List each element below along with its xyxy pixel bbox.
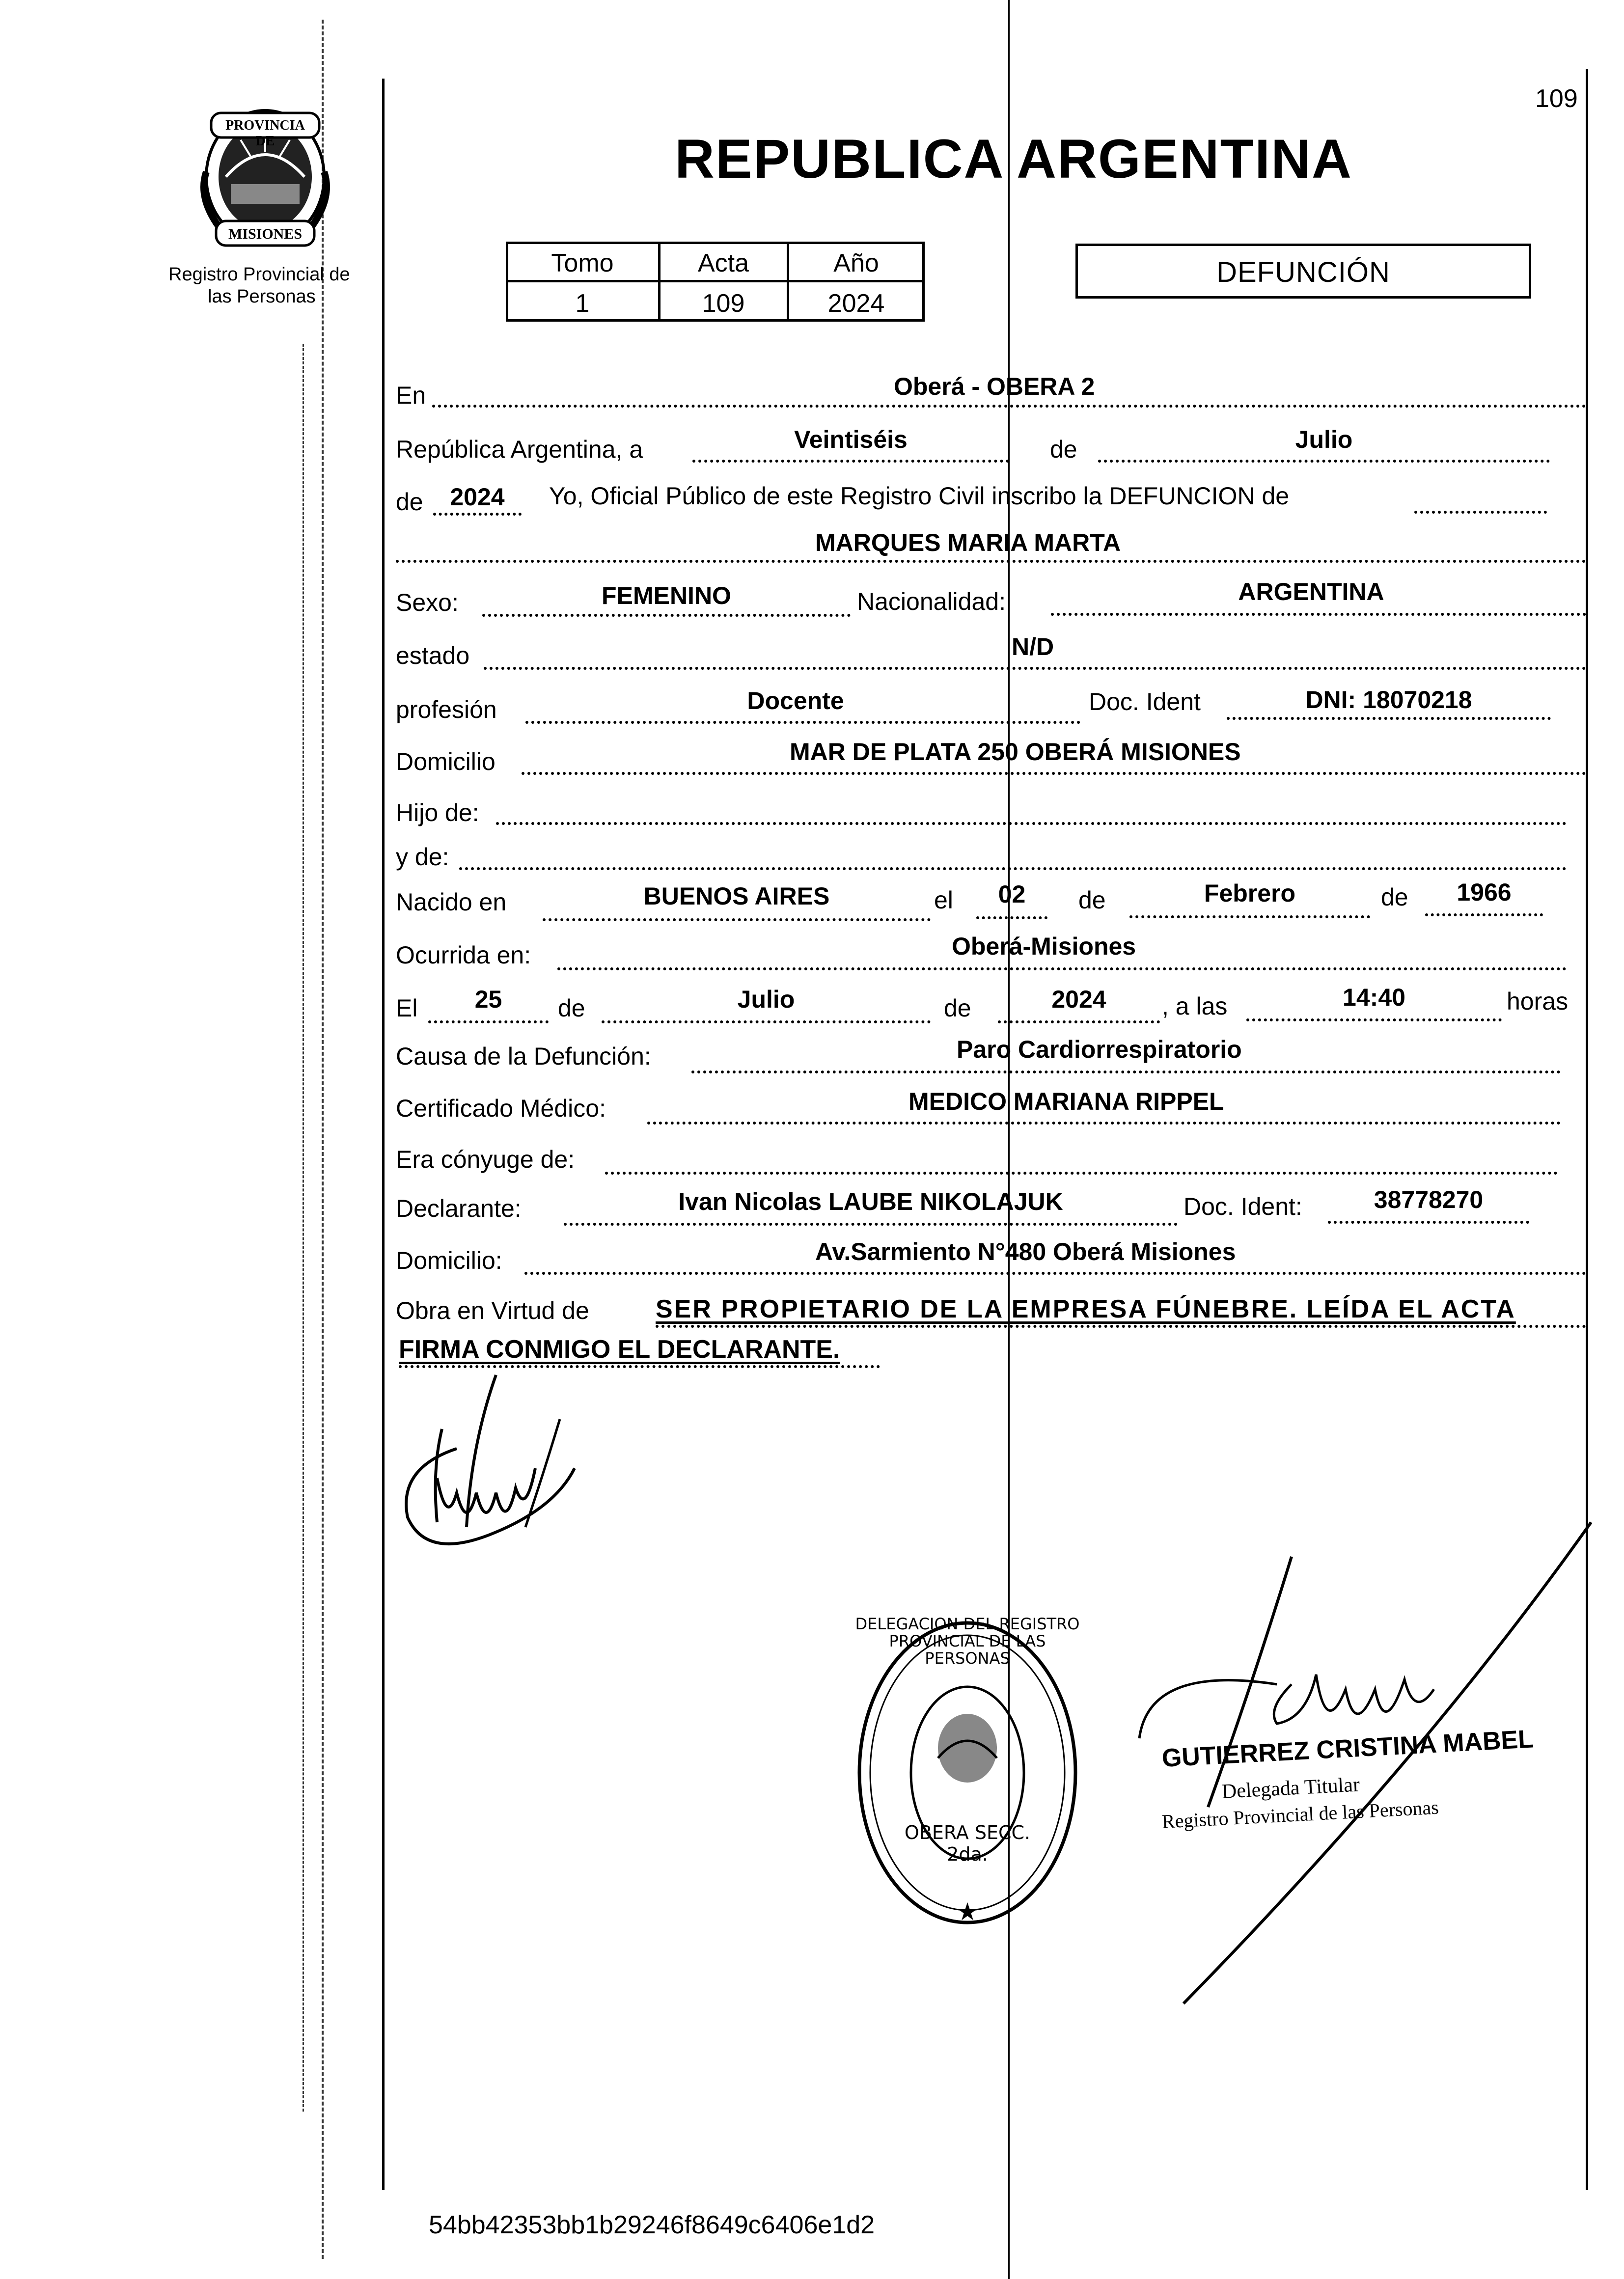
doc-ident-dots: [1227, 717, 1551, 720]
mes-inscripcion-value: Julio: [1295, 426, 1353, 453]
ocurrida-en-label: Ocurrida en:: [396, 941, 531, 969]
estado-dots: [484, 667, 1586, 670]
declarant-signature: [398, 1370, 604, 1576]
obra-line1-dots: [656, 1325, 1586, 1328]
ocurrida-en-value: Oberá-Misiones: [952, 933, 1136, 960]
conyuge-dots: [605, 1172, 1558, 1175]
declarante-doc-dots: [1328, 1221, 1529, 1224]
def-dia-value: 25: [474, 986, 502, 1013]
emblem-text-top: PROVINCIA DE: [225, 118, 305, 149]
yo-text: Yo, Oficial Público de este Registro Civil inscribo la DEFUNCION de: [549, 482, 1290, 510]
el-cap-label: El: [396, 994, 418, 1022]
anio-header: Año: [833, 249, 879, 277]
obra-line2-dots: [399, 1365, 880, 1368]
def-anio-dots: [998, 1020, 1160, 1023]
def-hora-dots: [1246, 1018, 1502, 1021]
def-mes-dots: [602, 1020, 931, 1023]
nac-dia-dots: [976, 916, 1047, 919]
binding-dashes-2: [303, 344, 304, 2112]
nacionalidad-label: Nacionalidad:: [857, 588, 1006, 615]
nac-anio-value: 1966: [1457, 879, 1512, 906]
estado-label: estado: [396, 642, 470, 669]
anio-dots: [433, 513, 522, 516]
profesion-dots: [525, 721, 1080, 724]
declarante-doc-value: 38778270: [1374, 1186, 1484, 1213]
def-hora-value: 14:40: [1343, 984, 1405, 1011]
causa-dots: [691, 1071, 1561, 1073]
seal-ring-text: DELEGACION DEL REGISTRO PROVINCIAL DE LAS PERSONAS: [855, 1615, 1080, 1668]
ocurrida-en-dots: [557, 967, 1567, 970]
domicilio-dots: [522, 772, 1586, 775]
footer-hash: 54bb42353bb1b29246f8649c6406e1d2: [429, 2211, 875, 2239]
tomo-value: 1: [575, 289, 590, 318]
anio-inscripcion-value: 2024: [450, 483, 505, 511]
mes-dots: [1098, 460, 1550, 463]
doc-ident-value: DNI: 18070218: [1305, 686, 1472, 714]
nacido-en-dots: [543, 918, 931, 921]
acta-value: 109: [702, 289, 745, 318]
de-label-5: de: [558, 994, 585, 1022]
a-las-label: , a las: [1162, 992, 1228, 1020]
declarante-dots: [564, 1223, 1178, 1226]
dia-dots: [692, 460, 1009, 463]
obra-line-1: SER PROPIETARIO DE LA EMPRESA FÚNEBRE. LEÍDA EL ACTA: [656, 1295, 1516, 1323]
yo-dots: [1414, 511, 1547, 514]
profesion-value: Docente: [747, 687, 844, 714]
nac-mes-value: Febrero: [1204, 879, 1296, 907]
sexo-dots: [482, 614, 851, 617]
nac-dia-value: 02: [998, 880, 1026, 908]
official-org: Registro Provincial de las Personas: [1161, 1796, 1439, 1833]
nacionalidad-value: ARGENTINA: [1238, 578, 1384, 605]
def-dia-dots: [428, 1020, 549, 1023]
acta-header: Acta: [697, 249, 749, 277]
domicilio-label: Domicilio: [396, 748, 495, 775]
causa-label: Causa de la Defunción:: [396, 1043, 651, 1070]
anio-value: 2024: [827, 289, 885, 318]
estado-value: N/D: [1012, 633, 1054, 660]
hijo-de-dots: [496, 822, 1567, 825]
obra-line-2: FIRMA CONMIGO EL DECLARANTE.: [399, 1335, 840, 1364]
de-label-4: de: [1381, 883, 1408, 911]
left-margin-line: [382, 79, 385, 2190]
declarante-domicilio-value: Av.Sarmiento N°480 Oberá Misiones: [815, 1238, 1236, 1265]
sexo-label: Sexo:: [396, 589, 459, 616]
binding-dashes-1: [322, 20, 324, 2259]
de-label-1: de: [1050, 436, 1077, 463]
el-label: el: [934, 886, 953, 914]
def-anio-value: 2024: [1051, 986, 1106, 1013]
en-label: En: [396, 382, 426, 409]
registry-line-2: las Personas: [208, 286, 316, 307]
def-mes-value: Julio: [737, 986, 795, 1013]
y-de-dots: [459, 867, 1567, 870]
declarante-value: Ivan Nicolas LAUBE NIKOLAJUK: [678, 1188, 1063, 1215]
nacionalidad-dots: [1051, 613, 1586, 616]
tomo-header: Tomo: [551, 249, 614, 277]
official-name: GUTIERREZ CRISTINA MABEL: [1161, 1725, 1535, 1773]
province-emblem: [196, 103, 334, 250]
svg-text:★: ★: [956, 1897, 979, 1926]
conyuge-label: Era cónyuge de:: [396, 1146, 575, 1173]
doc-type: DEFUNCIÓN: [1216, 256, 1390, 288]
nac-mes-dots: [1129, 915, 1370, 918]
hijo-de-label: Hijo de:: [396, 799, 479, 826]
domicilio2-dots: [524, 1272, 1586, 1275]
page-number: 109: [1535, 84, 1578, 113]
lugar-value: Oberá - OBERA 2: [894, 373, 1095, 400]
de-label-2: de: [396, 488, 423, 516]
delegation-seal: [854, 1616, 1080, 1950]
doc-ident2-label: Doc. Ident:: [1184, 1193, 1302, 1220]
de-label-3: de: [1078, 886, 1106, 914]
de-label-6: de: [944, 994, 971, 1022]
horas-label: horas: [1507, 988, 1569, 1015]
obra-label: Obra en Virtud de: [396, 1297, 589, 1324]
certificado-label: Certificado Médico:: [396, 1095, 606, 1122]
registry-line-1: Registro Provincial de: [168, 264, 350, 285]
certificado-value: MEDICO MARIANA RIPPEL: [908, 1088, 1224, 1115]
doc-ident-label: Doc. Ident: [1089, 688, 1201, 715]
republica-label: República Argentina, a: [396, 436, 643, 463]
nacido-en-value: BUENOS AIRES: [643, 882, 830, 910]
declarante-label: Declarante:: [396, 1195, 522, 1222]
sexo-value: FEMENINO: [602, 582, 731, 609]
nac-anio-dots: [1425, 913, 1543, 916]
certificado-dots: [647, 1122, 1561, 1125]
seal-inner-text: OBERA SECC. 2da.: [904, 1822, 1031, 1865]
official-role: Delegada Titular: [1221, 1773, 1360, 1803]
profesion-label: profesión: [396, 696, 497, 723]
emblem-text-bottom: MISIONES: [228, 226, 303, 242]
page-title: REPUBLICA ARGENTINA: [675, 128, 1352, 190]
domicilio-value: MAR DE PLATA 250 OBERÁ MISIONES: [790, 738, 1241, 766]
causa-value: Paro Cardiorrespiratorio: [957, 1036, 1242, 1063]
nombre-dots: [396, 560, 1586, 563]
en-dots: [432, 405, 1586, 408]
y-de-label: y de:: [396, 843, 449, 871]
dia-texto-value: Veintiséis: [794, 426, 908, 453]
nombre-value: MARQUES MARIA MARTA: [815, 529, 1121, 556]
nacido-en-label: Nacido en: [396, 888, 507, 916]
domicilio2-label: Domicilio:: [396, 1247, 502, 1274]
